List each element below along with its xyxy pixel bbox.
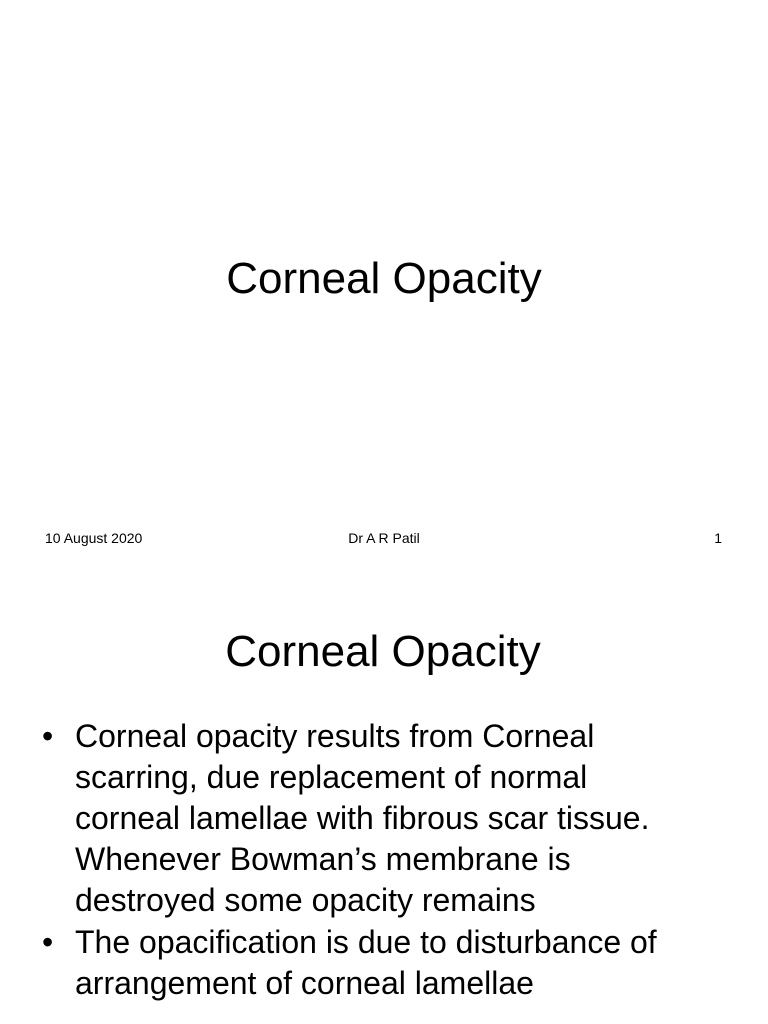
- slide-title: Corneal Opacity: [225, 627, 541, 676]
- footer-author: Dr A R Patil: [348, 530, 420, 546]
- bullet-item: [40, 716, 730, 921]
- bullet-line: scarring, due replacement of normal: [75, 759, 588, 795]
- bullet-list: [40, 716, 730, 1005]
- bullet-icon: •: [42, 924, 54, 960]
- bullet-line: destroyed some opacity remains: [75, 882, 536, 918]
- footer-date: 10 August 2020: [45, 530, 143, 546]
- bullet-line: arrangement of corneal lamellae: [75, 965, 534, 1001]
- bullet-line: corneal lamellae with fibrous scar tissue.: [75, 800, 650, 836]
- bullet-item: [40, 922, 730, 1004]
- footer-page-number: 1: [714, 530, 722, 546]
- bullet-line: The opacification is due to disturbance of: [75, 924, 657, 960]
- slide-title: Corneal Opacity: [226, 254, 542, 303]
- bullet-line: Corneal opacity results from Corneal: [75, 718, 595, 754]
- slide-2: [0, 576, 768, 1024]
- bullet-icon: •: [42, 718, 54, 754]
- bullet-line: Whenever Bowman’s membrane is: [75, 841, 571, 877]
